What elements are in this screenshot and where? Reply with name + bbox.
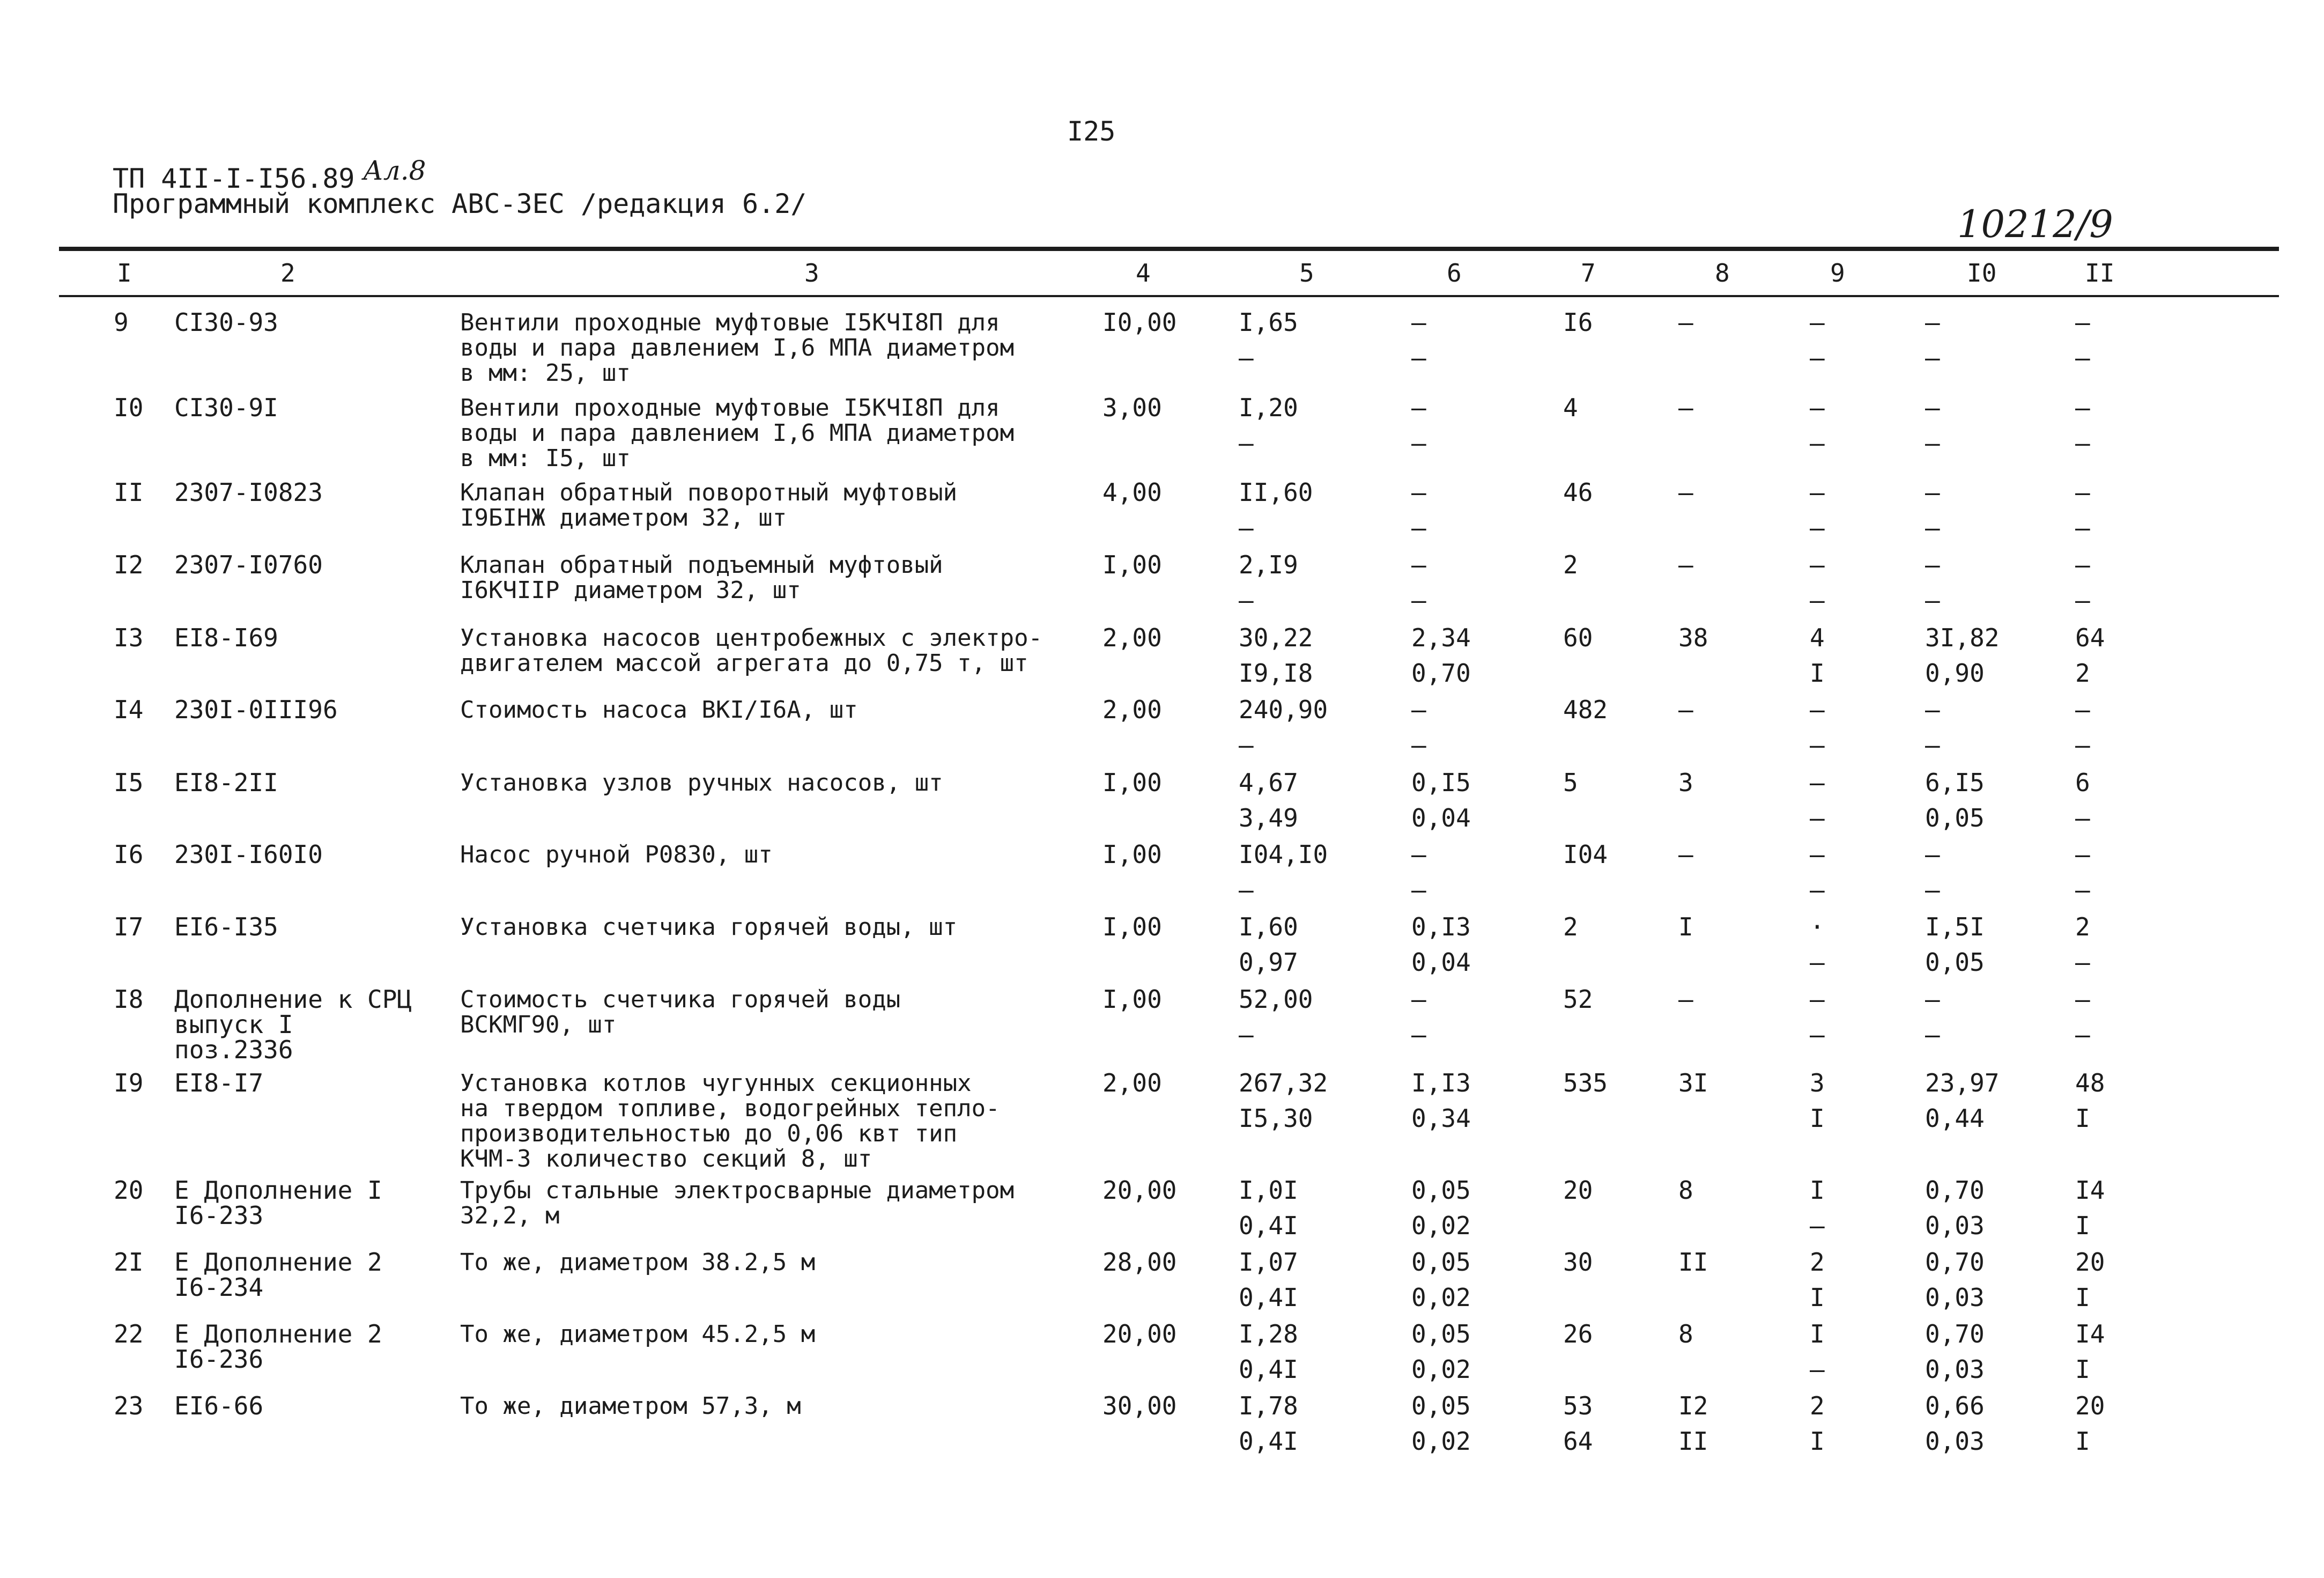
resource-code: EI8-I7 xyxy=(174,1068,264,1097)
column-header-11: II xyxy=(2085,259,2115,287)
cost-c6-line1: – xyxy=(1411,393,1426,422)
program-line: Программный комплекс АВС-ЗЕС /редакция 6.2/ xyxy=(113,188,807,219)
column-header-3: 3 xyxy=(804,259,819,287)
cost-c11-line2: – xyxy=(2075,343,2090,372)
cost-c8-line1: – xyxy=(1678,550,1693,579)
cost-c10-line2: – xyxy=(1925,586,1940,615)
cost-c11-line1: – xyxy=(2075,393,2090,422)
resource-code: EI8-I69 xyxy=(174,623,278,652)
cost-c11-line1: I4 xyxy=(2075,1319,2105,1348)
quantity: 3,00 xyxy=(1102,393,1162,422)
row-number: 2I xyxy=(114,1248,144,1277)
cost-c8-line1: – xyxy=(1678,478,1693,507)
cost-c5-line2: 0,4I xyxy=(1239,1427,1298,1456)
album-mark: Ал.8 xyxy=(363,155,426,186)
cost-c9-line1: 3 xyxy=(1810,1068,1825,1097)
row-number: I6 xyxy=(114,840,144,869)
cost-c11-line1: – xyxy=(2075,550,2090,579)
cost-c9-line2: – xyxy=(1810,948,1825,977)
cost-c5-line2: 0,4I xyxy=(1239,1211,1298,1240)
cost-c11-line2: – xyxy=(2075,429,2090,458)
cost-c8-line1: – xyxy=(1678,985,1693,1014)
quantity: 20,00 xyxy=(1102,1176,1177,1205)
row-number: I8 xyxy=(114,985,144,1014)
quantity: I0,00 xyxy=(1102,308,1177,337)
cost-c8-line1: – xyxy=(1678,393,1693,422)
cost-c5-line2: – xyxy=(1239,586,1254,615)
cost-c11-line2: I xyxy=(2075,1211,2090,1240)
cost-c11-line2: – xyxy=(2075,731,2090,759)
work-description: Насос ручной Р0830, шт xyxy=(460,841,773,868)
cost-c10-line2: – xyxy=(1925,875,1940,904)
cost-c11-line2: I xyxy=(2075,1104,2090,1133)
cost-c9-line2: – xyxy=(1810,429,1825,458)
row-number: II xyxy=(114,478,144,507)
quantity: 30,00 xyxy=(1102,1391,1177,1420)
cost-c11-line2: – xyxy=(2075,1020,2090,1049)
cost-c7-line1: 2 xyxy=(1563,912,1578,941)
cost-c9-line1: – xyxy=(1810,985,1825,1014)
cost-c5-line2: 0,97 xyxy=(1239,948,1298,977)
cost-c10-line2: 0,03 xyxy=(1925,1427,1985,1456)
cost-c11-line2: – xyxy=(2075,803,2090,832)
cost-c9-line2: – xyxy=(1810,1211,1825,1240)
cost-c9-line1: – xyxy=(1810,393,1825,422)
cost-c5-line1: 267,32 xyxy=(1239,1068,1328,1097)
cost-c7-line1: 535 xyxy=(1563,1068,1608,1097)
cost-c7-line1: 60 xyxy=(1563,623,1593,652)
cost-c9-line2: – xyxy=(1810,731,1825,759)
cost-c8-line1: II xyxy=(1678,1248,1708,1277)
work-description: То же, диаметром 57,3, м xyxy=(460,1392,801,1420)
cost-c9-line2: – xyxy=(1810,803,1825,832)
cost-c10-line2: – xyxy=(1925,429,1940,458)
cost-c7-line1: 46 xyxy=(1563,478,1593,507)
cost-c5-line2: – xyxy=(1239,429,1254,458)
cost-c10-line2: 0,03 xyxy=(1925,1355,1985,1384)
resource-code: EI6-I35 xyxy=(174,912,278,941)
cost-c8-line1: – xyxy=(1678,840,1693,869)
document-code: ТП 4II-I-I56.89 xyxy=(113,163,355,194)
cost-c7-line2: 64 xyxy=(1563,1427,1593,1456)
cost-c11-line2: – xyxy=(2075,586,2090,615)
cost-c7-line1: 482 xyxy=(1563,695,1608,724)
cost-c5-line2: I5,30 xyxy=(1239,1104,1313,1133)
cost-c10-line1: 0,70 xyxy=(1925,1319,1985,1348)
cost-c11-line2: I xyxy=(2075,1427,2090,1456)
cost-c10-line2: 0,03 xyxy=(1925,1211,1985,1240)
cost-c6-line1: – xyxy=(1411,695,1426,724)
cost-c5-line2: 0,4I xyxy=(1239,1355,1298,1384)
cost-c6-line2: – xyxy=(1411,1020,1426,1049)
row-number: I5 xyxy=(114,768,144,797)
work-description: Клапан обратный поворотный муфтовый I9БIНЖ диаметром 32, шт xyxy=(460,479,958,532)
cost-c8-line1: 8 xyxy=(1678,1319,1693,1348)
cost-c6-line2: 0,70 xyxy=(1411,659,1471,688)
row-number: I2 xyxy=(114,550,144,579)
cost-c9-line2: I xyxy=(1810,1427,1825,1456)
cost-c9-line1: – xyxy=(1810,308,1825,337)
resource-code: 230I-I60I0 xyxy=(174,840,323,869)
resource-code: Дополнение к СРЦ выпуск I поз.2336 xyxy=(174,985,412,1064)
cost-c10-line2: 0,90 xyxy=(1925,659,1985,688)
cost-c5-line2: – xyxy=(1239,875,1254,904)
work-description: Клапан обратный подъемный муфтовый I6КЧIIР диаметром 32, шт xyxy=(460,551,943,604)
row-number: I3 xyxy=(114,623,144,652)
cost-c6-line2: – xyxy=(1411,429,1426,458)
cost-c5-line1: II,60 xyxy=(1239,478,1313,507)
cost-c11-line2: I xyxy=(2075,1283,2090,1312)
cost-c10-line1: 0,66 xyxy=(1925,1391,1985,1420)
work-description: Установка узлов ручных насосов, шт xyxy=(460,769,943,797)
row-number: 20 xyxy=(114,1176,144,1205)
cost-c6-line1: 0,05 xyxy=(1411,1248,1471,1277)
cost-c5-line1: 240,90 xyxy=(1239,695,1328,724)
work-description: Установка насосов центробежных с электро- двигателем массой агрегата до 0,75 т, шт xyxy=(460,624,1043,677)
cost-c8-line1: 3 xyxy=(1678,768,1693,797)
cost-c9-line1: – xyxy=(1810,840,1825,869)
work-description: Вентили проходные муфтовые I5КЧI8П для воды и пара давлением I,6 МПА диаметром в мм: I5, шт xyxy=(460,394,1015,472)
cost-c5-line2: – xyxy=(1239,731,1254,759)
resource-code: Е Дополнение 2 I6-234 xyxy=(174,1248,382,1302)
cost-c9-line2: – xyxy=(1810,586,1825,615)
work-description: То же, диаметром 45.2,5 м xyxy=(460,1321,816,1348)
work-description: Вентили проходные муфтовые I5КЧI8П для воды и пара давлением I,6 МПА диаметром в мм: 25, шт xyxy=(460,309,1015,387)
column-header-7: 7 xyxy=(1581,259,1596,287)
resource-code: 2307-I0823 xyxy=(174,478,323,507)
row-number: I0 xyxy=(114,393,144,422)
quantity: 2,00 xyxy=(1102,623,1162,652)
row-number: I7 xyxy=(114,912,144,941)
cost-c6-line2: – xyxy=(1411,513,1426,542)
cost-c7-line1: 26 xyxy=(1563,1319,1593,1348)
cost-c9-line1: I xyxy=(1810,1319,1825,1348)
row-number: 9 xyxy=(114,308,129,337)
cost-c10-line2: – xyxy=(1925,731,1940,759)
cost-c6-line1: – xyxy=(1411,985,1426,1014)
cost-c6-line2: – xyxy=(1411,875,1426,904)
cost-c10-line1: – xyxy=(1925,985,1940,1014)
row-number: 23 xyxy=(114,1391,144,1420)
cost-c11-line2: – xyxy=(2075,513,2090,542)
quantity: I,00 xyxy=(1102,550,1162,579)
resource-code: CI30-9I xyxy=(174,393,278,422)
cost-c5-line1: I,65 xyxy=(1239,308,1298,337)
cost-c8-line1: 8 xyxy=(1678,1176,1693,1205)
cost-c10-line2: 0,03 xyxy=(1925,1283,1985,1312)
quantity: I,00 xyxy=(1102,840,1162,869)
cost-c6-line1: 2,34 xyxy=(1411,623,1471,652)
cost-c6-line2: 0,02 xyxy=(1411,1211,1471,1240)
work-description: То же, диаметром 38.2,5 м xyxy=(460,1249,816,1276)
cost-c8-line2: II xyxy=(1678,1427,1708,1456)
cost-c9-line1: · xyxy=(1810,912,1825,941)
cost-c9-line1: I xyxy=(1810,1176,1825,1205)
cost-c5-line1: 4,67 xyxy=(1239,768,1298,797)
cost-c6-line1: – xyxy=(1411,478,1426,507)
cost-c5-line2: – xyxy=(1239,343,1254,372)
cost-c6-line1: 0,05 xyxy=(1411,1391,1471,1420)
cost-c10-line1: – xyxy=(1925,695,1940,724)
quantity: 4,00 xyxy=(1102,478,1162,507)
cost-c9-line2: – xyxy=(1810,1020,1825,1049)
column-header-4: 4 xyxy=(1136,259,1151,287)
page-number: I25 xyxy=(1067,116,1116,147)
column-header-2: 2 xyxy=(280,259,295,287)
cost-c7-line1: 4 xyxy=(1563,393,1578,422)
header-rule-top xyxy=(59,247,2279,251)
cost-c9-line1: 2 xyxy=(1810,1248,1825,1277)
cost-c8-line1: 3I xyxy=(1678,1068,1708,1097)
cost-c10-line2: – xyxy=(1925,513,1940,542)
cost-c5-line1: I,60 xyxy=(1239,912,1298,941)
cost-c5-line2: 0,4I xyxy=(1239,1283,1298,1312)
cost-c10-line2: – xyxy=(1925,1020,1940,1049)
column-header-6: 6 xyxy=(1447,259,1462,287)
cost-c11-line1: 48 xyxy=(2075,1068,2105,1097)
cost-c9-line1: – xyxy=(1810,550,1825,579)
cost-c7-line1: 2 xyxy=(1563,550,1578,579)
work-description: Установка котлов чугунных секционных на твердом топливе, водогрейных тепло- производительностью до 0,06 квт тип КЧМ-3 количество секций 8, шт xyxy=(460,1070,1000,1173)
cost-c6-line1: – xyxy=(1411,550,1426,579)
cost-c8-line1: I xyxy=(1678,912,1693,941)
work-description: Стоимость насоса ВКI/I6А, шт xyxy=(460,696,858,724)
quantity: I,00 xyxy=(1102,912,1162,941)
cost-c5-line1: I,0I xyxy=(1239,1176,1298,1205)
cost-c10-line1: – xyxy=(1925,840,1940,869)
cost-c9-line2: – xyxy=(1810,875,1825,904)
cost-c11-line2: 2 xyxy=(2075,659,2090,688)
row-number: 22 xyxy=(114,1319,144,1348)
cost-c7-line1: 52 xyxy=(1563,985,1593,1014)
cost-c11-line1: 20 xyxy=(2075,1391,2105,1420)
cost-c11-line2: – xyxy=(2075,948,2090,977)
cost-c11-line1: – xyxy=(2075,695,2090,724)
cost-c6-line2: – xyxy=(1411,343,1426,372)
cost-c8-line1: I2 xyxy=(1678,1391,1708,1420)
cost-c5-line1: I,07 xyxy=(1239,1248,1298,1277)
cost-c9-line2: I xyxy=(1810,1283,1825,1312)
cost-c5-line1: 30,22 xyxy=(1239,623,1313,652)
cost-c6-line1: 0,I3 xyxy=(1411,912,1471,941)
cost-c6-line1: I,I3 xyxy=(1411,1068,1471,1097)
cost-c10-line1: I,5I xyxy=(1925,912,1985,941)
row-number: I4 xyxy=(114,695,144,724)
quantity: I,00 xyxy=(1102,985,1162,1014)
cost-c10-line1: – xyxy=(1925,478,1940,507)
cost-c5-line2: – xyxy=(1239,1020,1254,1049)
cost-c10-line2: 0,05 xyxy=(1925,948,1985,977)
resource-code: EI8-2II xyxy=(174,768,278,797)
header-rule-bottom xyxy=(59,295,2279,297)
cost-c6-line1: – xyxy=(1411,840,1426,869)
cost-c5-line2: 3,49 xyxy=(1239,803,1298,832)
cost-c6-line2: 0,02 xyxy=(1411,1283,1471,1312)
cost-c11-line1: I4 xyxy=(2075,1176,2105,1205)
cost-c6-line2: – xyxy=(1411,731,1426,759)
cost-c6-line1: 0,05 xyxy=(1411,1319,1471,1348)
cost-c11-line2: I xyxy=(2075,1355,2090,1384)
cost-c7-line1: 5 xyxy=(1563,768,1578,797)
column-header-5: 5 xyxy=(1299,259,1314,287)
resource-code: 2307-I0760 xyxy=(174,550,323,579)
cost-c8-line1: – xyxy=(1678,308,1693,337)
cost-c9-line2: I xyxy=(1810,659,1825,688)
cost-c11-line1: 64 xyxy=(2075,623,2105,652)
cost-c11-line1: 20 xyxy=(2075,1248,2105,1277)
work-description: Стоимость счетчика горячей воды ВСКМГ90, шт xyxy=(460,986,901,1038)
cost-c6-line2: – xyxy=(1411,586,1426,615)
archive-number: 10212/9 xyxy=(1957,202,2113,246)
cost-c7-line1: 30 xyxy=(1563,1248,1593,1277)
cost-c6-line2: 0,02 xyxy=(1411,1355,1471,1384)
column-header-8: 8 xyxy=(1715,259,1730,287)
cost-c8-line1: 38 xyxy=(1678,623,1708,652)
column-header-1: I xyxy=(117,259,132,287)
cost-c6-line1: 0,05 xyxy=(1411,1176,1471,1205)
cost-c10-line2: 0,05 xyxy=(1925,803,1985,832)
cost-c6-line2: 0,34 xyxy=(1411,1104,1471,1133)
cost-c5-line1: 2,I9 xyxy=(1239,550,1298,579)
cost-c10-line1: 3I,82 xyxy=(1925,623,2000,652)
column-header-10: I0 xyxy=(1967,259,1997,287)
cost-c7-line1: 53 xyxy=(1563,1391,1593,1420)
cost-c5-line2: I9,I8 xyxy=(1239,659,1313,688)
cost-c8-line1: – xyxy=(1678,695,1693,724)
cost-c9-line2: – xyxy=(1810,513,1825,542)
resource-code: EI6-66 xyxy=(174,1391,264,1420)
cost-c6-line2: 0,04 xyxy=(1411,803,1471,832)
cost-c9-line1: 4 xyxy=(1810,623,1825,652)
cost-c10-line2: 0,44 xyxy=(1925,1104,1985,1133)
cost-c6-line2: 0,02 xyxy=(1411,1427,1471,1456)
cost-c5-line1: I,28 xyxy=(1239,1319,1298,1348)
cost-c11-line1: 6 xyxy=(2075,768,2090,797)
cost-c10-line2: – xyxy=(1925,343,1940,372)
cost-c10-line1: 6,I5 xyxy=(1925,768,1985,797)
column-header-9: 9 xyxy=(1830,259,1845,287)
cost-c10-line1: 0,70 xyxy=(1925,1176,1985,1205)
resource-code: CI30-93 xyxy=(174,308,278,337)
quantity: 28,00 xyxy=(1102,1248,1177,1277)
cost-c9-line2: I xyxy=(1810,1104,1825,1133)
cost-c10-line1: – xyxy=(1925,308,1940,337)
cost-c11-line2: – xyxy=(2075,875,2090,904)
cost-c11-line1: – xyxy=(2075,308,2090,337)
resource-code: Е Дополнение I I6-233 xyxy=(174,1176,382,1230)
quantity: I,00 xyxy=(1102,768,1162,797)
cost-c5-line2: – xyxy=(1239,513,1254,542)
cost-c10-line1: – xyxy=(1925,393,1940,422)
cost-c11-line1: – xyxy=(2075,478,2090,507)
cost-c6-line2: 0,04 xyxy=(1411,948,1471,977)
cost-c9-line1: 2 xyxy=(1810,1391,1825,1420)
cost-c9-line1: – xyxy=(1810,478,1825,507)
cost-c11-line1: – xyxy=(2075,985,2090,1014)
work-description: Трубы стальные электросварные диаметром 32,2, м xyxy=(460,1177,1015,1229)
cost-c9-line1: – xyxy=(1810,695,1825,724)
cost-c11-line1: 2 xyxy=(2075,912,2090,941)
quantity: 2,00 xyxy=(1102,1068,1162,1097)
cost-c6-line1: – xyxy=(1411,308,1426,337)
cost-c10-line1: 23,97 xyxy=(1925,1068,2000,1097)
cost-c9-line2: – xyxy=(1810,1355,1825,1384)
resource-code: Е Дополнение 2 I6-236 xyxy=(174,1319,382,1374)
cost-c5-line1: I,20 xyxy=(1239,393,1298,422)
cost-c7-line1: I6 xyxy=(1563,308,1593,337)
work-description: Установка счетчика горячей воды, шт xyxy=(460,913,958,941)
quantity: 2,00 xyxy=(1102,695,1162,724)
cost-c7-line1: I04 xyxy=(1563,840,1608,869)
cost-c6-line1: 0,I5 xyxy=(1411,768,1471,797)
cost-c11-line1: – xyxy=(2075,840,2090,869)
cost-c5-line1: I,78 xyxy=(1239,1391,1298,1420)
cost-c10-line1: 0,70 xyxy=(1925,1248,1985,1277)
cost-c9-line2: – xyxy=(1810,343,1825,372)
cost-c10-line1: – xyxy=(1925,550,1940,579)
cost-c5-line1: I04,I0 xyxy=(1239,840,1328,869)
resource-code: 230I-0III96 xyxy=(174,695,338,724)
row-number: I9 xyxy=(114,1068,144,1097)
cost-c7-line1: 20 xyxy=(1563,1176,1593,1205)
cost-c5-line1: 52,00 xyxy=(1239,985,1313,1014)
cost-c9-line1: – xyxy=(1810,768,1825,797)
quantity: 20,00 xyxy=(1102,1319,1177,1348)
